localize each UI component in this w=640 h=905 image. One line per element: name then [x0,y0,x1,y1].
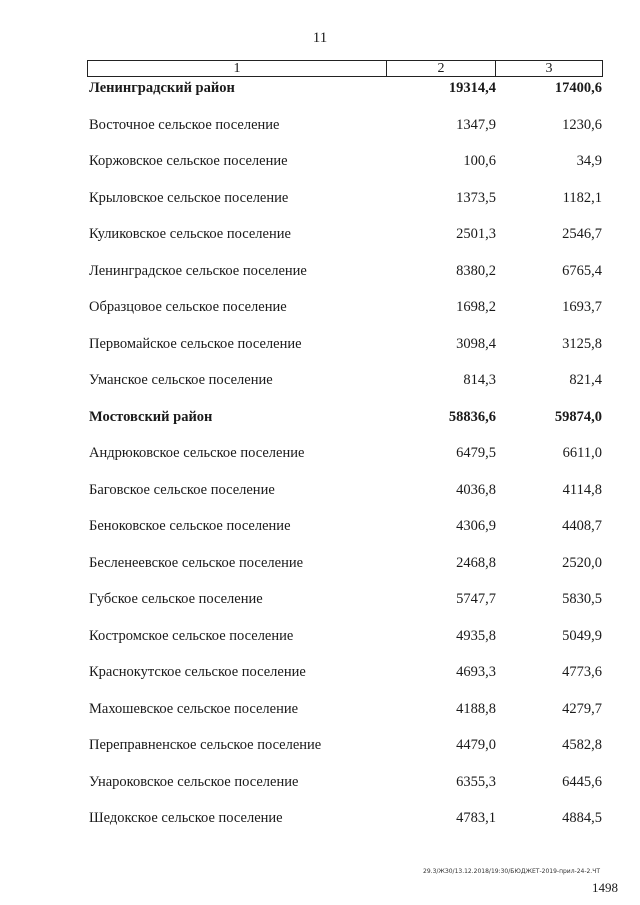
table-row [0,116,640,153]
document-code: 29.3/ЖЗ0/13.12.2018/19:30/БЮДЖЕТ-2019-прил-24-2.ЧТ [423,868,600,875]
row-value-col2: 1373,5 [456,189,496,206]
row-value-col2: 3098,4 [456,335,496,352]
row-value-col3: 17400,6 [554,80,602,96]
table-row [0,590,640,627]
table-row [0,554,640,591]
table-row [0,736,640,773]
sheet-number: 1498 [592,880,618,895]
row-value-col3: 4279,7 [562,700,602,717]
row-name: Ленинградское сельское поселение [89,262,307,279]
row-value-col3: 59874,0 [554,408,602,425]
row-value-col3: 4582,8 [562,737,602,753]
row-name: Костромское сельское поселение [89,627,294,644]
table-header [87,60,603,77]
row-name: Переправненское сельское поселение [89,737,322,753]
table-row [0,298,640,335]
row-value-col2: 4935,8 [456,627,496,644]
row-value-col3: 4114,8 [562,481,602,498]
row-value-col3: 34,9 [576,153,602,169]
table-row [0,809,640,846]
table-row [0,262,640,299]
row-value-col3: 2546,7 [562,226,602,242]
row-value-col2: 6479,5 [456,445,496,461]
row-name: Мостовский район [89,408,213,425]
row-value-col3: 4408,7 [562,518,602,534]
row-value-col3: 4884,5 [562,810,602,826]
row-value-col3: 6611,0 [562,445,602,461]
row-name: Губское сельское поселение [89,591,263,607]
row-value-col3: 4773,6 [562,664,602,680]
row-value-col3: 821,4 [569,372,602,388]
page-number: 11 [312,30,328,46]
row-name: Махошевское сельское поселение [89,700,299,717]
table-row [0,700,640,737]
table-row [0,481,640,518]
row-value-col2: 4693,3 [456,664,496,680]
row-name: Баговское сельское поселение [89,481,275,498]
row-value-col2: 100,6 [463,153,496,169]
header-col-2: 2 [387,61,496,76]
row-value-col3: 5830,5 [562,591,602,607]
row-value-col3: 5049,9 [562,627,602,644]
row-value-col2: 19314,4 [448,80,496,96]
row-value-col3: 3125,8 [562,335,602,352]
row-value-col2: 4479,0 [456,737,496,753]
row-name: Унароковское сельское поселение [89,773,299,790]
table-row [0,773,640,810]
district-row [0,408,640,445]
row-name: Ленинградский район [89,80,235,96]
row-name: Первомайское сельское поселение [89,335,302,352]
row-value-col2: 2501,3 [456,226,496,242]
table-row [0,444,640,481]
row-name: Коржовское сельское поселение [89,153,288,169]
row-name: Куликовское сельское поселение [89,226,291,242]
district-row [0,79,640,116]
row-value-col2: 4306,9 [456,518,496,534]
row-name: Образцовое сельское поселение [89,299,287,315]
row-name: Уманское сельское поселение [89,372,273,388]
row-value-col2: 4188,8 [456,700,496,717]
row-value-col2: 1698,2 [456,299,496,315]
row-name: Крыловское сельское поселение [89,189,289,206]
row-value-col2: 5747,7 [456,591,496,607]
table-row [0,189,640,226]
table-row [0,517,640,554]
row-value-col3: 1693,7 [562,299,602,315]
row-value-col3: 1230,6 [562,116,602,133]
row-value-col2: 6355,3 [456,773,496,790]
row-name: Восточное сельское поселение [89,116,280,133]
table-row [0,335,640,372]
row-value-col3: 6445,6 [562,773,602,790]
table-row [0,627,640,664]
row-name: Шедокское сельское поселение [89,810,283,826]
table-row [0,663,640,700]
table-row [0,225,640,262]
row-value-col2: 814,3 [463,372,496,388]
table-row [0,152,640,189]
row-name: Краснокутское сельское поселение [89,664,306,680]
row-value-col2: 1347,9 [456,116,496,133]
row-value-col2: 2468,8 [456,554,496,571]
table-body [0,79,640,846]
row-value-col3: 2520,0 [562,554,602,571]
row-name: Беноковское сельское поселение [89,518,291,534]
table-row [0,371,640,408]
header-col-1: 1 [88,61,387,76]
row-value-col3: 1182,1 [562,189,602,206]
row-value-col2: 4036,8 [456,481,496,498]
row-name: Андрюковское сельское поселение [89,445,305,461]
row-value-col2: 4783,1 [456,810,496,826]
row-value-col2: 8380,2 [456,262,496,279]
row-value-col3: 6765,4 [562,262,602,279]
row-name: Бесленеевское сельское поселение [89,554,304,571]
row-value-col2: 58836,6 [448,408,496,425]
header-col-3: 3 [545,61,553,76]
